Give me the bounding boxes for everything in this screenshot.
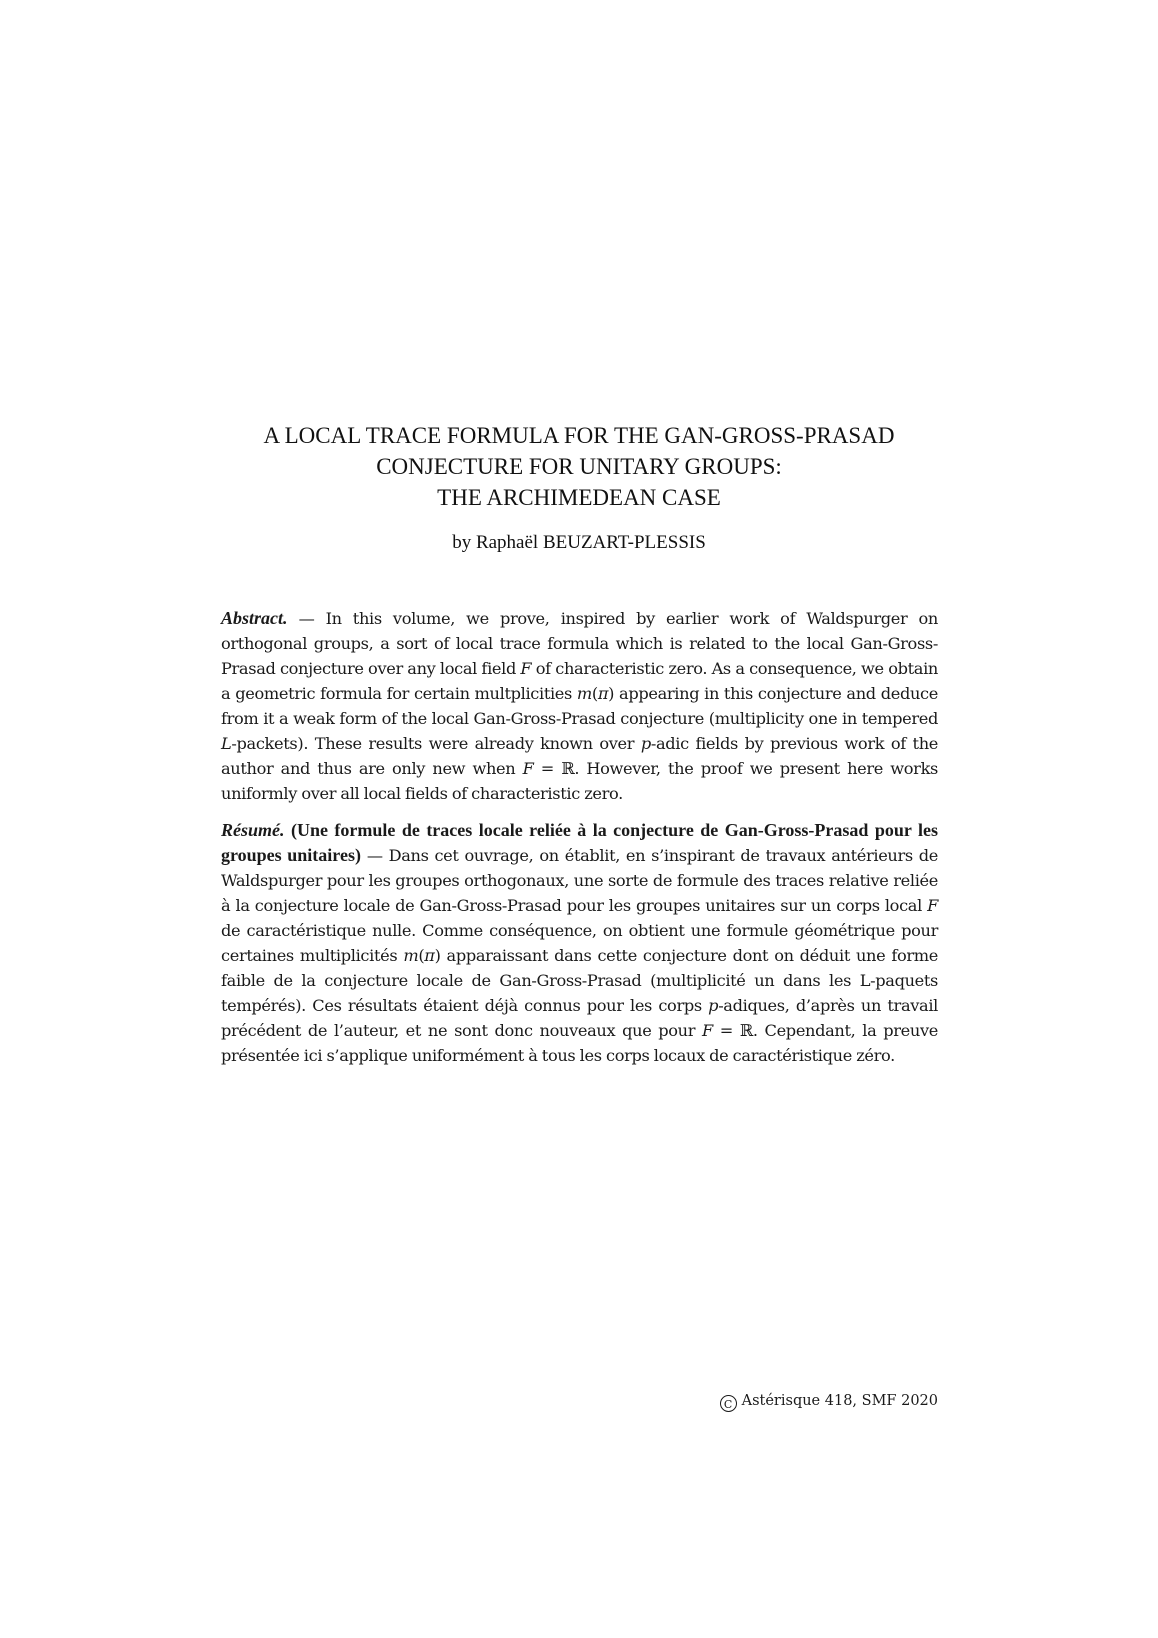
math-L: L — [221, 734, 232, 753]
resume-paragraph — [221, 818, 938, 1068]
resume-text-2: de caractéristique nulle. Comme conséquence, on obtient une formule géométrique pour certaines multiplicités — [221, 921, 938, 965]
abstract-text-1: In this volume, we prove, inspired by earlier work of Waldspurger on orthogonal groups, a sort of local trace formula which is related to the local Gan-Gross-Prasad conjecture over any local field — [221, 609, 938, 678]
abstract-text-3: ( — [591, 684, 598, 703]
abstract-paragraph — [221, 606, 938, 806]
copyright-footer — [600, 1391, 938, 1412]
math-F-2: F — [522, 759, 534, 778]
footer-text: Astérisque 418, SMF 2020 — [741, 1393, 938, 1409]
paper-title — [200, 420, 958, 513]
abstract-text-6: -adic fields by previous work of the author and thus are only new when — [221, 734, 938, 778]
author-line: by Raphaël BEUZART-PLESSIS — [452, 532, 706, 553]
math-p: p — [640, 734, 651, 753]
abstract-text-5: -packets). These results were already known over — [231, 734, 641, 753]
math-p: p — [708, 996, 719, 1015]
resume-label: Résumé. — [221, 820, 285, 840]
resume-text-5: -adiques, d’après un travail précédent de l’auteur, et ne sont donc nouveaux que pour — [221, 996, 938, 1040]
abstract-label: Abstract. — [221, 608, 288, 628]
abstract-dash: — — [287, 609, 326, 628]
copyright-icon: C — [720, 1395, 737, 1412]
title-line-2: CONJECTURE FOR UNITARY GROUPS: — [376, 454, 782, 479]
abstract-text-7: = ℝ. However, the proof we present here works uniformly over all local fields of characteristic zero. — [221, 759, 938, 803]
title-line-3: THE ARCHIMEDEAN CASE — [437, 485, 721, 510]
abstract-text-2: of characteristic zero. As a consequence, we obtain a geometric formula for certain multplicities — [221, 659, 938, 703]
resume-text-6: = ℝ. Cependant, la preuve présentée ici s’applique uniformément à tous les corps locaux de caractéristique zéro. — [221, 1021, 939, 1065]
math-m: m — [576, 684, 592, 703]
abstract-text-4: ) appearing in this conjecture and deduce from it a weak form of the local Gan-Gross-Prasad conjecture (multiplicity one in tempered — [221, 684, 938, 728]
math-pi: π — [424, 946, 435, 965]
math-F-2: F — [702, 1021, 713, 1040]
resume-text-3: ( — [418, 946, 425, 965]
resume-heading: (Une formule de traces locale reliée à la conjecture de Gan-Gross-Prasad pour les groupes unitaires) — [221, 820, 938, 865]
math-m: m — [403, 946, 419, 965]
math-pi: π — [597, 684, 609, 703]
resume-text-4: ) apparaissant dans cette conjecture dont on déduit une forme faible de la conjecture locale de Gan-Gross-Prasad (multiplicité un dans les L-paquets tempérés). Ces résultats étaient déjà connus pour les corps — [221, 946, 938, 1015]
math-F: F — [927, 896, 938, 915]
math-F: F — [520, 659, 532, 678]
resume-text-1: Dans cet ouvrage, on établit, en s’inspirant de travaux antérieurs de Waldspurger pour les groupes orthogonaux, une sorte de formule des traces relative reliée à la conjecture locale de Gan-Gross-Prasad pour les groupes unitaires sur un corps local — [221, 846, 938, 915]
title-line-1: A LOCAL TRACE FORMULA FOR THE GAN-GROSS-PRASAD — [263, 423, 895, 448]
resume-dash: — — [360, 846, 389, 865]
